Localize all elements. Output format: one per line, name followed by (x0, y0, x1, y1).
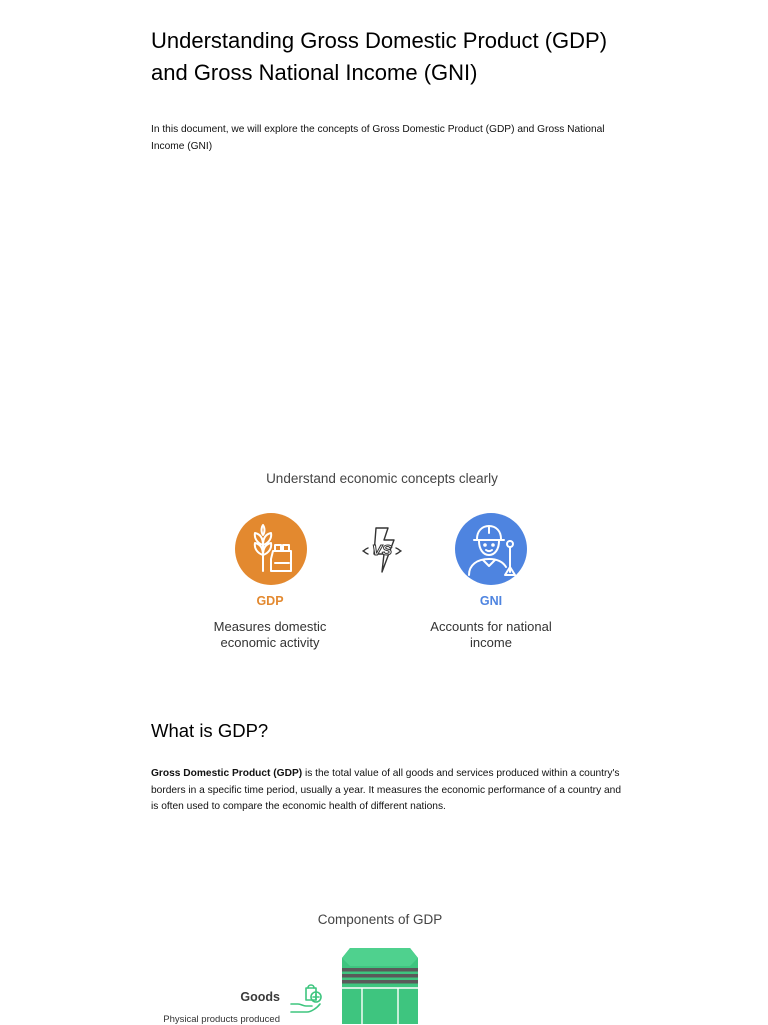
gdp-definition-paragraph (151, 766, 621, 816)
intro-paragraph: In this document, we will explore the concepts of Gross Domestic Product (GDP) and Gross National Income (GNI) (151, 124, 605, 152)
gdp-term: Gross Domestic Product (GDP) (151, 768, 303, 779)
gdp-circle (235, 513, 307, 585)
shopping-bag-hand-icon (288, 980, 324, 1016)
vs-icon (360, 526, 404, 574)
worker-icon (455, 513, 527, 585)
goods-label: Goods (240, 990, 280, 1004)
comparison-caption: Understand economic concepts clearly (266, 471, 498, 486)
gni-description: Accounts for national income (430, 619, 552, 650)
page-title: Understanding Gross Domestic Product (GDP) and Gross National Income (GNI) (151, 28, 608, 85)
gdp-label: GDP (256, 594, 284, 608)
wheat-and-factory-icon (235, 513, 307, 585)
goods-description: Physical products produced (163, 1014, 280, 1025)
components-caption: Components of GDP (317, 912, 443, 927)
gdp-description: Measures domestic economic activity (213, 619, 327, 650)
section-heading-gdp: What is GDP? (151, 720, 269, 741)
svg-text:VS: VS (371, 542, 393, 559)
gni-label: GNI (479, 594, 503, 608)
gni-circle (455, 513, 527, 585)
barrel-icon (340, 944, 420, 1024)
gdp-definition-text: is the total value of all goods and services produced within a country's borders in a specific time period, usually a year. It measures the economic performance of a country and is often used to compare the economic health of different nations. (151, 768, 621, 812)
